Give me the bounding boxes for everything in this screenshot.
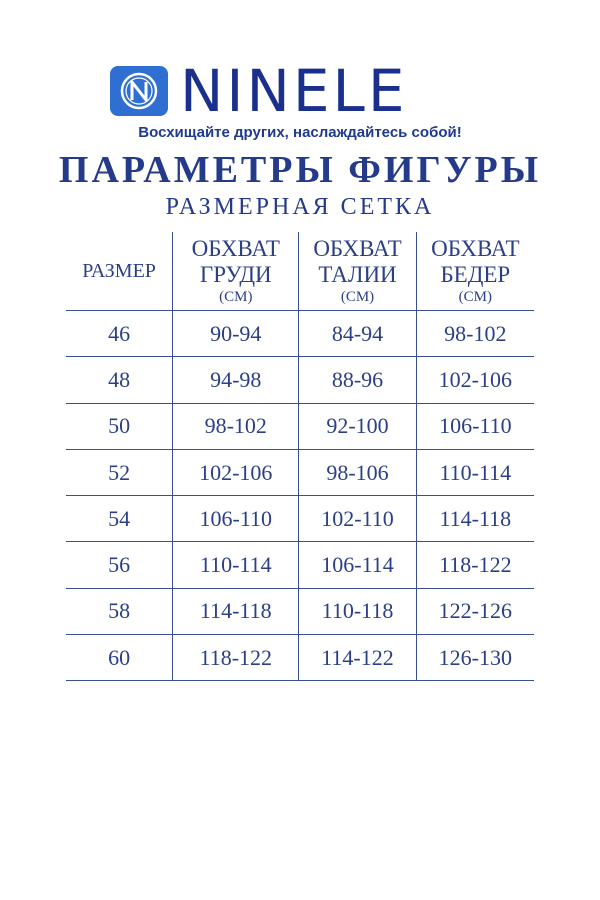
cell-size: 60 [66,635,173,681]
cell-hips: 98-102 [416,311,534,357]
header-hips-line1: ОБХВАТ [431,236,520,261]
header-hips-unit: (СМ) [458,289,492,305]
header-waist-line1: ОБХВАТ [313,236,402,261]
cell-hips: 118-122 [416,542,534,588]
cell-size: 48 [66,357,173,403]
size-chart-table [66,232,534,681]
cell-chest: 114-118 [173,588,299,634]
cell-size: 46 [66,311,173,357]
header-chest-line1: ОБХВАТ [191,236,280,261]
brand-wordmark: NINELE [180,57,408,125]
page-title: ПАРАМЕТРЫ ФИГУРЫ [58,149,542,191]
header-chest-line2: ГРУДИ [199,262,272,287]
cell-chest: 98-102 [173,403,299,449]
header-waist-line2: ТАЛИИ [318,262,397,287]
table-row [66,403,534,449]
cell-size: 54 [66,496,173,542]
table-row [66,635,534,681]
header-waist [299,232,416,311]
cell-waist: 84-94 [299,311,416,357]
cell-waist: 88-96 [299,357,416,403]
cell-chest: 102-106 [173,449,299,495]
table-row [66,542,534,588]
cell-hips: 126-130 [416,635,534,681]
cell-chest: 94-98 [173,357,299,403]
cell-hips: 110-114 [416,449,534,495]
logo-badge-icon [110,66,168,116]
cell-waist: 106-114 [299,542,416,588]
header-size: РАЗМЕР [82,259,156,282]
cell-size: 50 [66,403,173,449]
page-subtitle: РАЗМЕРНАЯ СЕТКА [165,194,435,220]
table-row [66,311,534,357]
brand-logo [110,57,408,125]
cell-chest: 110-114 [173,542,299,588]
cell-waist: 92-100 [299,403,416,449]
cell-size: 58 [66,588,173,634]
header-chest [173,232,299,311]
table-row [66,449,534,495]
cell-chest: 106-110 [173,496,299,542]
cell-waist: 110-118 [299,588,416,634]
cell-waist: 102-110 [299,496,416,542]
header-hips-line2: БЕДЕР [440,262,511,287]
table-header-row [66,232,534,311]
header-chest-unit: (СМ) [219,289,253,305]
table-row [66,588,534,634]
header-waist-unit: (СМ) [340,289,375,305]
cell-size: 52 [66,449,173,495]
cell-chest: 90-94 [173,311,299,357]
table-row [66,496,534,542]
header-hips [416,232,534,311]
cell-hips: 122-126 [416,588,534,634]
cell-size: 56 [66,542,173,588]
table-row [66,357,534,403]
cell-waist: 98-106 [299,449,416,495]
cell-chest: 118-122 [173,635,299,681]
cell-hips: 114-118 [416,496,534,542]
cell-waist: 114-122 [299,635,416,681]
cell-hips: 102-106 [416,357,534,403]
cell-hips: 106-110 [416,403,534,449]
brand-tagline: Восхищайте других, наслаждайтесь собой! [138,124,462,141]
